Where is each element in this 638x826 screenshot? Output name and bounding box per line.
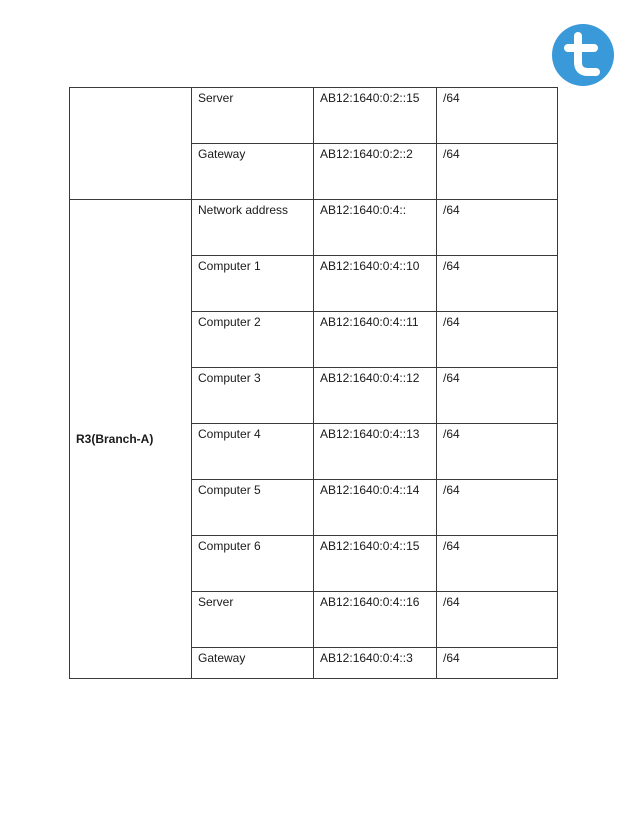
address-cell: AB12:1640:0:4::16: [314, 592, 437, 648]
device-cell: Computer 4: [192, 424, 314, 480]
ipv6-address-table: [69, 87, 558, 679]
prefix-cell: /64: [437, 88, 558, 144]
device-cell: Computer 5: [192, 480, 314, 536]
device-cell: Computer 2: [192, 312, 314, 368]
prefix-cell: /64: [437, 480, 558, 536]
group-label-r3-branch-a: R3(Branch-A): [70, 200, 192, 679]
device-cell: Server: [192, 592, 314, 648]
address-cell: AB12:1640:0:4::13: [314, 424, 437, 480]
address-cell: AB12:1640:0:4::3: [314, 648, 437, 679]
device-cell: Gateway: [192, 144, 314, 200]
prefix-cell: /64: [437, 592, 558, 648]
prefix-cell: /64: [437, 536, 558, 592]
address-cell: AB12:1640:0:4::10: [314, 256, 437, 312]
address-cell: AB12:1640:0:2::2: [314, 144, 437, 200]
device-cell: Computer 1: [192, 256, 314, 312]
address-cell: AB12:1640:0:4::11: [314, 312, 437, 368]
brand-logo-icon: [552, 24, 614, 86]
prefix-cell: /64: [437, 256, 558, 312]
address-cell: AB12:1640:0:2::15: [314, 88, 437, 144]
prefix-cell: /64: [437, 200, 558, 256]
device-cell: Gateway: [192, 648, 314, 679]
prefix-cell: /64: [437, 424, 558, 480]
address-cell: AB12:1640:0:4::14: [314, 480, 437, 536]
device-cell: Network address: [192, 200, 314, 256]
group-label: [70, 88, 192, 200]
device-cell: Server: [192, 88, 314, 144]
device-cell: Computer 3: [192, 368, 314, 424]
address-cell: AB12:1640:0:4::12: [314, 368, 437, 424]
prefix-cell: /64: [437, 312, 558, 368]
address-cell: AB12:1640:0:4::: [314, 200, 437, 256]
address-cell: AB12:1640:0:4::15: [314, 536, 437, 592]
table-row: [70, 88, 558, 144]
device-cell: Computer 6: [192, 536, 314, 592]
prefix-cell: /64: [437, 368, 558, 424]
prefix-cell: /64: [437, 648, 558, 679]
table-row: [70, 200, 558, 256]
prefix-cell: /64: [437, 144, 558, 200]
